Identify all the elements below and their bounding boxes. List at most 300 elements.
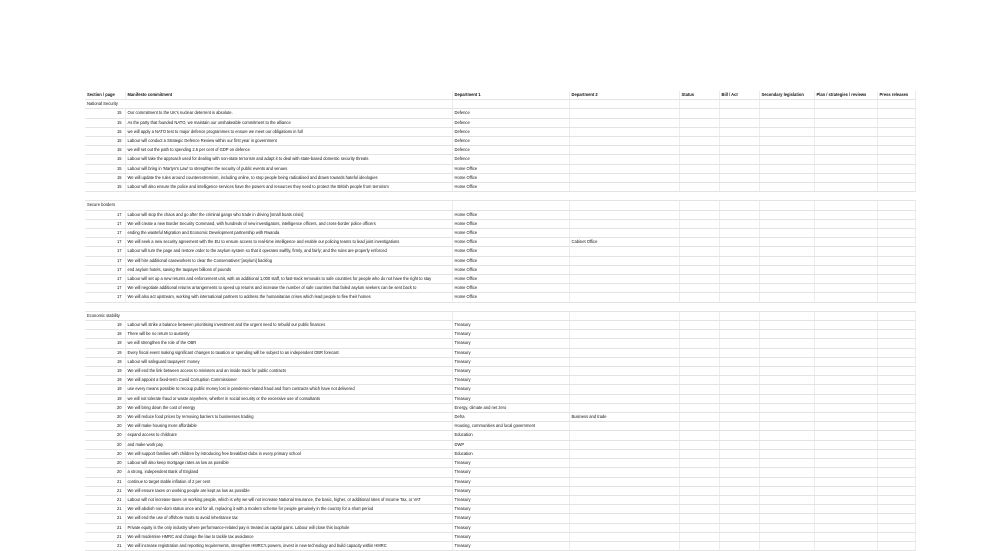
commitment-cell[interactable]: Labour will safeguard taxpayers' money: [125, 357, 452, 366]
empty-cell[interactable]: [877, 229, 915, 238]
section-title[interactable]: Secure borders: [85, 201, 452, 210]
empty-cell[interactable]: [814, 422, 877, 431]
empty-cell[interactable]: [759, 486, 814, 495]
department-1-cell[interactable]: Treasury: [452, 459, 569, 468]
department-1-cell[interactable]: Treasury: [452, 339, 569, 348]
empty-cell[interactable]: [814, 284, 877, 293]
empty-cell[interactable]: [814, 109, 877, 118]
empty-cell[interactable]: [679, 109, 719, 118]
empty-cell[interactable]: [877, 183, 915, 192]
empty-cell[interactable]: [877, 523, 915, 532]
page-cell[interactable]: 15: [85, 183, 125, 192]
empty-cell[interactable]: [759, 394, 814, 403]
empty-cell[interactable]: [759, 293, 814, 302]
department-2-cell[interactable]: [569, 229, 679, 238]
empty-cell[interactable]: [719, 311, 759, 320]
empty-cell[interactable]: [719, 523, 759, 532]
page-cell[interactable]: 15: [85, 137, 125, 146]
empty-cell[interactable]: [679, 339, 719, 348]
empty-cell[interactable]: [877, 311, 915, 320]
empty-cell[interactable]: [569, 311, 679, 320]
empty-cell[interactable]: [719, 440, 759, 449]
empty-cell[interactable]: [814, 505, 877, 514]
commitment-cell[interactable]: We will also act upstream, working with international partners to address the humanitarian crises which lead people to flee their homes: [125, 293, 452, 302]
header-section-page[interactable]: Section / page: [85, 91, 125, 100]
empty-cell[interactable]: [759, 137, 814, 146]
department-1-cell[interactable]: Defence: [452, 118, 569, 127]
empty-cell[interactable]: [679, 127, 719, 136]
empty-cell[interactable]: [759, 302, 814, 311]
empty-cell[interactable]: [814, 339, 877, 348]
department-2-cell[interactable]: [569, 394, 679, 403]
empty-cell[interactable]: [719, 109, 759, 118]
empty-cell[interactable]: [759, 118, 814, 127]
empty-cell[interactable]: [719, 385, 759, 394]
department-2-cell[interactable]: [569, 348, 679, 357]
empty-cell[interactable]: [814, 302, 877, 311]
commitment-cell[interactable]: We will seek a new security agreement with the EU to ensure access to real-time intelligence and enable our policing teams to lead joint investigations: [125, 238, 452, 247]
empty-cell[interactable]: [814, 348, 877, 357]
department-1-cell[interactable]: Education: [452, 449, 569, 458]
empty-cell[interactable]: [679, 311, 719, 320]
empty-cell[interactable]: [814, 192, 877, 201]
header-department-1[interactable]: Department 1: [452, 91, 569, 100]
empty-cell[interactable]: [877, 321, 915, 330]
empty-cell[interactable]: [877, 394, 915, 403]
empty-cell[interactable]: [814, 137, 877, 146]
empty-cell[interactable]: [679, 238, 719, 247]
department-2-cell[interactable]: [569, 339, 679, 348]
page-cell[interactable]: 17: [85, 229, 125, 238]
empty-cell[interactable]: [814, 495, 877, 504]
department-1-cell[interactable]: Defence: [452, 127, 569, 136]
empty-cell[interactable]: [679, 155, 719, 164]
department-2-cell[interactable]: [569, 477, 679, 486]
department-1-cell[interactable]: Treasury: [452, 394, 569, 403]
empty-cell[interactable]: [719, 541, 759, 550]
empty-cell[interactable]: [814, 523, 877, 532]
department-1-cell[interactable]: Home Office: [452, 265, 569, 274]
empty-cell[interactable]: [877, 164, 915, 173]
page-cell[interactable]: 17: [85, 265, 125, 274]
empty-cell[interactable]: [719, 468, 759, 477]
department-1-cell[interactable]: Treasury: [452, 376, 569, 385]
empty-cell[interactable]: [877, 541, 915, 550]
empty-cell[interactable]: [759, 127, 814, 136]
empty-cell[interactable]: [679, 431, 719, 440]
department-2-cell[interactable]: [569, 137, 679, 146]
commitment-cell[interactable]: Labour will take the approach used for dealing with non-state terrorism and adapt it to deal with state-based domestic security threats: [125, 155, 452, 164]
empty-cell[interactable]: [719, 164, 759, 173]
empty-cell[interactable]: [679, 514, 719, 523]
department-1-cell[interactable]: Home Office: [452, 229, 569, 238]
department-2-cell[interactable]: [569, 486, 679, 495]
empty-cell[interactable]: [877, 413, 915, 422]
empty-cell[interactable]: [814, 532, 877, 541]
page-cell[interactable]: 19: [85, 385, 125, 394]
page-cell[interactable]: 17: [85, 293, 125, 302]
empty-cell[interactable]: [877, 477, 915, 486]
empty-cell[interactable]: [877, 192, 915, 201]
empty-cell[interactable]: [719, 146, 759, 155]
empty-cell[interactable]: [814, 367, 877, 376]
department-2-cell[interactable]: [569, 505, 679, 514]
empty-cell[interactable]: [814, 413, 877, 422]
empty-cell[interactable]: [679, 541, 719, 550]
empty-cell[interactable]: [679, 468, 719, 477]
empty-cell[interactable]: [814, 357, 877, 366]
empty-cell[interactable]: [759, 523, 814, 532]
page-cell[interactable]: 21: [85, 495, 125, 504]
empty-cell[interactable]: [759, 431, 814, 440]
empty-cell[interactable]: [877, 330, 915, 339]
empty-cell[interactable]: [679, 192, 719, 201]
empty-cell[interactable]: [719, 495, 759, 504]
department-2-cell[interactable]: [569, 459, 679, 468]
empty-cell[interactable]: [679, 302, 719, 311]
empty-cell[interactable]: [719, 348, 759, 357]
department-1-cell[interactable]: Education: [452, 431, 569, 440]
empty-cell[interactable]: [759, 192, 814, 201]
empty-cell[interactable]: [814, 541, 877, 550]
commitment-cell[interactable]: We will bring down the cost of energy: [125, 403, 452, 412]
department-1-cell[interactable]: Treasury: [452, 495, 569, 504]
empty-cell[interactable]: [679, 367, 719, 376]
department-2-cell[interactable]: [569, 541, 679, 550]
header-plan-strategies[interactable]: Plan / strategies / reviews: [814, 91, 877, 100]
page-cell[interactable]: 21: [85, 523, 125, 532]
header-commitment[interactable]: Manifesto commitment: [125, 91, 452, 100]
empty-cell[interactable]: [814, 321, 877, 330]
empty-cell[interactable]: [679, 348, 719, 357]
empty-cell[interactable]: [759, 413, 814, 422]
commitment-cell[interactable]: We will hire additional caseworkers to clear the Conservatives' [asylum] backlog: [125, 256, 452, 265]
empty-cell[interactable]: [877, 367, 915, 376]
department-2-cell[interactable]: [569, 275, 679, 284]
department-2-cell[interactable]: [569, 495, 679, 504]
empty-cell[interactable]: [759, 100, 814, 109]
empty-cell[interactable]: [719, 413, 759, 422]
page-cell[interactable]: 20: [85, 449, 125, 458]
empty-cell[interactable]: [814, 183, 877, 192]
empty-cell[interactable]: [877, 514, 915, 523]
empty-cell[interactable]: [877, 459, 915, 468]
empty-cell[interactable]: [759, 321, 814, 330]
department-1-cell[interactable]: Defra: [452, 413, 569, 422]
empty-cell[interactable]: [719, 293, 759, 302]
empty-cell[interactable]: [814, 385, 877, 394]
empty-cell[interactable]: [759, 357, 814, 366]
department-1-cell[interactable]: Treasury: [452, 541, 569, 550]
page-cell[interactable]: 20: [85, 413, 125, 422]
empty-cell[interactable]: [877, 440, 915, 449]
department-2-cell[interactable]: [569, 293, 679, 302]
commitment-cell[interactable]: use every means possible to recoup public money lost in pandemic-related fraud and from contracts which have not delivered: [125, 385, 452, 394]
department-2-cell[interactable]: [569, 449, 679, 458]
department-2-cell[interactable]: [569, 247, 679, 256]
empty-cell[interactable]: [679, 486, 719, 495]
department-2-cell[interactable]: [569, 256, 679, 265]
empty-cell[interactable]: [452, 201, 569, 210]
department-2-cell[interactable]: [569, 118, 679, 127]
commitment-cell[interactable]: and make work pay: [125, 440, 452, 449]
empty-cell[interactable]: [125, 302, 452, 311]
header-bill-act[interactable]: Bill / Act: [719, 91, 759, 100]
department-2-cell[interactable]: [569, 532, 679, 541]
empty-cell[interactable]: [877, 486, 915, 495]
header-secondary-legislation[interactable]: Secondary legislation: [759, 91, 814, 100]
department-1-cell[interactable]: Treasury: [452, 523, 569, 532]
empty-cell[interactable]: [759, 183, 814, 192]
page-cell[interactable]: 19: [85, 367, 125, 376]
commitment-cell[interactable]: we will set out the path to spending 2.5 per cent of GDP on defence: [125, 146, 452, 155]
empty-cell[interactable]: [719, 284, 759, 293]
empty-cell[interactable]: [759, 229, 814, 238]
empty-cell[interactable]: [719, 256, 759, 265]
page-cell[interactable]: 19: [85, 357, 125, 366]
commitment-cell[interactable]: We will support families with children by introducing free breakfast clubs in every primary school: [125, 449, 452, 458]
page-cell[interactable]: 21: [85, 514, 125, 523]
empty-cell[interactable]: [679, 321, 719, 330]
empty-cell[interactable]: [719, 514, 759, 523]
commitment-cell[interactable]: Labour will stop the chaos and go after the criminal gangs who trade in driving [small boats crisis]: [125, 210, 452, 219]
header-status[interactable]: Status: [679, 91, 719, 100]
department-1-cell[interactable]: Treasury: [452, 477, 569, 486]
empty-cell[interactable]: [452, 100, 569, 109]
empty-cell[interactable]: [679, 376, 719, 385]
department-2-cell[interactable]: Cabinet Office: [569, 238, 679, 247]
empty-cell[interactable]: [814, 164, 877, 173]
department-2-cell[interactable]: [569, 357, 679, 366]
header-department-2[interactable]: Department 2: [569, 91, 679, 100]
empty-cell[interactable]: [759, 468, 814, 477]
empty-cell[interactable]: [679, 100, 719, 109]
empty-cell[interactable]: [759, 146, 814, 155]
commitment-cell[interactable]: continue to target stable inflation of 2 per cent: [125, 477, 452, 486]
empty-cell[interactable]: [719, 403, 759, 412]
commitment-cell[interactable]: Our commitment to the UK's nuclear deterrent is absolute.: [125, 109, 452, 118]
page-cell[interactable]: 19: [85, 376, 125, 385]
page-cell[interactable]: 15: [85, 118, 125, 127]
department-1-cell[interactable]: Home Office: [452, 247, 569, 256]
empty-cell[interactable]: [679, 164, 719, 173]
page-cell[interactable]: 20: [85, 459, 125, 468]
empty-cell[interactable]: [759, 256, 814, 265]
empty-cell[interactable]: [719, 431, 759, 440]
empty-cell[interactable]: [814, 440, 877, 449]
department-2-cell[interactable]: [569, 109, 679, 118]
page-cell[interactable]: 21: [85, 505, 125, 514]
empty-cell[interactable]: [814, 201, 877, 210]
department-1-cell[interactable]: Defence: [452, 109, 569, 118]
empty-cell[interactable]: [719, 265, 759, 274]
empty-cell[interactable]: [719, 302, 759, 311]
department-1-cell[interactable]: Home Office: [452, 219, 569, 228]
empty-cell[interactable]: [877, 247, 915, 256]
commitment-cell[interactable]: Labour will conduct a Strategic Defence Review within our first year in government: [125, 137, 452, 146]
empty-cell[interactable]: [719, 376, 759, 385]
page-cell[interactable]: 15: [85, 155, 125, 164]
empty-cell[interactable]: [719, 173, 759, 182]
empty-cell[interactable]: [877, 275, 915, 284]
department-1-cell[interactable]: Treasury: [452, 468, 569, 477]
empty-cell[interactable]: [719, 422, 759, 431]
empty-cell[interactable]: [679, 137, 719, 146]
department-1-cell[interactable]: Treasury: [452, 532, 569, 541]
empty-cell[interactable]: [85, 192, 125, 201]
section-title[interactable]: Economic stability: [85, 311, 452, 320]
empty-cell[interactable]: [452, 311, 569, 320]
page-cell[interactable]: 19: [85, 348, 125, 357]
empty-cell[interactable]: [719, 137, 759, 146]
empty-cell[interactable]: [452, 192, 569, 201]
empty-cell[interactable]: [719, 247, 759, 256]
empty-cell[interactable]: [814, 247, 877, 256]
department-1-cell[interactable]: Treasury: [452, 385, 569, 394]
empty-cell[interactable]: [759, 238, 814, 247]
empty-cell[interactable]: [814, 486, 877, 495]
empty-cell[interactable]: [679, 449, 719, 458]
empty-cell[interactable]: [759, 173, 814, 182]
empty-cell[interactable]: [877, 127, 915, 136]
empty-cell[interactable]: [719, 118, 759, 127]
department-2-cell[interactable]: [569, 514, 679, 523]
page-cell[interactable]: 17: [85, 210, 125, 219]
page-cell[interactable]: 20: [85, 403, 125, 412]
empty-cell[interactable]: [759, 385, 814, 394]
empty-cell[interactable]: [719, 486, 759, 495]
empty-cell[interactable]: [452, 302, 569, 311]
empty-cell[interactable]: [679, 210, 719, 219]
empty-cell[interactable]: [719, 238, 759, 247]
empty-cell[interactable]: [679, 403, 719, 412]
commitment-cell[interactable]: we will strengthen the role of the OBR: [125, 339, 452, 348]
empty-cell[interactable]: [719, 505, 759, 514]
empty-cell[interactable]: [814, 514, 877, 523]
empty-cell[interactable]: [877, 302, 915, 311]
empty-cell[interactable]: [877, 284, 915, 293]
empty-cell[interactable]: [679, 284, 719, 293]
commitment-cell[interactable]: Labour will also keep mortgage rates as low as possible: [125, 459, 452, 468]
empty-cell[interactable]: [814, 219, 877, 228]
department-2-cell[interactable]: [569, 173, 679, 182]
empty-cell[interactable]: [679, 532, 719, 541]
page-cell[interactable]: 17: [85, 284, 125, 293]
empty-cell[interactable]: [814, 118, 877, 127]
commitment-cell[interactable]: a strong, independent Bank of England: [125, 468, 452, 477]
commitment-cell[interactable]: Every fiscal event making significant changes to taxation or spending will be subject to an independent OBR forecast: [125, 348, 452, 357]
empty-cell[interactable]: [877, 265, 915, 274]
empty-cell[interactable]: [814, 275, 877, 284]
page-cell[interactable]: 15: [85, 146, 125, 155]
department-2-cell[interactable]: [569, 219, 679, 228]
department-1-cell[interactable]: Defence: [452, 137, 569, 146]
department-2-cell[interactable]: [569, 127, 679, 136]
empty-cell[interactable]: [814, 155, 877, 164]
department-2-cell[interactable]: [569, 164, 679, 173]
empty-cell[interactable]: [759, 440, 814, 449]
empty-cell[interactable]: [679, 265, 719, 274]
department-1-cell[interactable]: Defence: [452, 146, 569, 155]
department-1-cell[interactable]: Home Office: [452, 275, 569, 284]
empty-cell[interactable]: [719, 449, 759, 458]
empty-cell[interactable]: [759, 265, 814, 274]
department-2-cell[interactable]: [569, 440, 679, 449]
department-2-cell[interactable]: [569, 431, 679, 440]
empty-cell[interactable]: [877, 100, 915, 109]
empty-cell[interactable]: [759, 247, 814, 256]
department-1-cell[interactable]: Treasury: [452, 367, 569, 376]
empty-cell[interactable]: [679, 219, 719, 228]
department-2-cell[interactable]: [569, 385, 679, 394]
empty-cell[interactable]: [877, 201, 915, 210]
commitment-cell[interactable]: As the party that founded NATO, we maintain our unshakeable commitment to the alliance: [125, 118, 452, 127]
empty-cell[interactable]: [814, 394, 877, 403]
empty-cell[interactable]: [759, 541, 814, 550]
department-2-cell[interactable]: [569, 422, 679, 431]
department-1-cell[interactable]: Home Office: [452, 183, 569, 192]
empty-cell[interactable]: [679, 256, 719, 265]
empty-cell[interactable]: [814, 459, 877, 468]
empty-cell[interactable]: [679, 275, 719, 284]
empty-cell[interactable]: [814, 293, 877, 302]
empty-cell[interactable]: [877, 210, 915, 219]
empty-cell[interactable]: [679, 459, 719, 468]
commitment-cell[interactable]: Labour will set up a new returns and enforcement unit, with an additional 1,000 staff, to fast-track removals to safe countries for people who do not have the right to stay: [125, 275, 452, 284]
empty-cell[interactable]: [679, 477, 719, 486]
empty-cell[interactable]: [814, 449, 877, 458]
department-2-cell[interactable]: [569, 284, 679, 293]
department-1-cell[interactable]: Home Office: [452, 173, 569, 182]
empty-cell[interactable]: [719, 459, 759, 468]
commitment-cell[interactable]: We will increase registration and reporting requirements, strengthen HMRC's powers, invest in new technology and build capacity within HMRC: [125, 541, 452, 550]
empty-cell[interactable]: [877, 348, 915, 357]
page-cell[interactable]: 17: [85, 275, 125, 284]
empty-cell[interactable]: [814, 431, 877, 440]
page-cell[interactable]: 15: [85, 164, 125, 173]
commitment-cell[interactable]: Labour will bring in 'Martyn's Law' to strengthen the security of public events and venues: [125, 164, 452, 173]
department-1-cell[interactable]: Home Office: [452, 256, 569, 265]
commitment-cell[interactable]: we will apply a NATO test to major defence programmes to ensure we meet our obligations in full: [125, 127, 452, 136]
commitment-cell[interactable]: We will abolish non-dom status once and for all, replacing it with a modern scheme for people genuinely in the country for a short period: [125, 505, 452, 514]
department-2-cell[interactable]: [569, 321, 679, 330]
department-2-cell[interactable]: [569, 523, 679, 532]
empty-cell[interactable]: [759, 339, 814, 348]
page-cell[interactable]: 21: [85, 486, 125, 495]
page-cell[interactable]: 17: [85, 238, 125, 247]
empty-cell[interactable]: [679, 394, 719, 403]
department-2-cell[interactable]: [569, 210, 679, 219]
empty-cell[interactable]: [569, 100, 679, 109]
empty-cell[interactable]: [679, 183, 719, 192]
empty-cell[interactable]: [814, 477, 877, 486]
page-cell[interactable]: 20: [85, 431, 125, 440]
empty-cell[interactable]: [759, 477, 814, 486]
page-cell[interactable]: 20: [85, 440, 125, 449]
section-title[interactable]: National Security: [85, 100, 452, 109]
department-1-cell[interactable]: DWP: [452, 440, 569, 449]
empty-cell[interactable]: [679, 495, 719, 504]
empty-cell[interactable]: [814, 229, 877, 238]
empty-cell[interactable]: [814, 173, 877, 182]
commitment-cell[interactable]: We will make housing more affordable: [125, 422, 452, 431]
empty-cell[interactable]: [759, 210, 814, 219]
empty-cell[interactable]: [719, 367, 759, 376]
empty-cell[interactable]: [814, 127, 877, 136]
empty-cell[interactable]: [877, 155, 915, 164]
department-1-cell[interactable]: Defence: [452, 155, 569, 164]
empty-cell[interactable]: [679, 440, 719, 449]
